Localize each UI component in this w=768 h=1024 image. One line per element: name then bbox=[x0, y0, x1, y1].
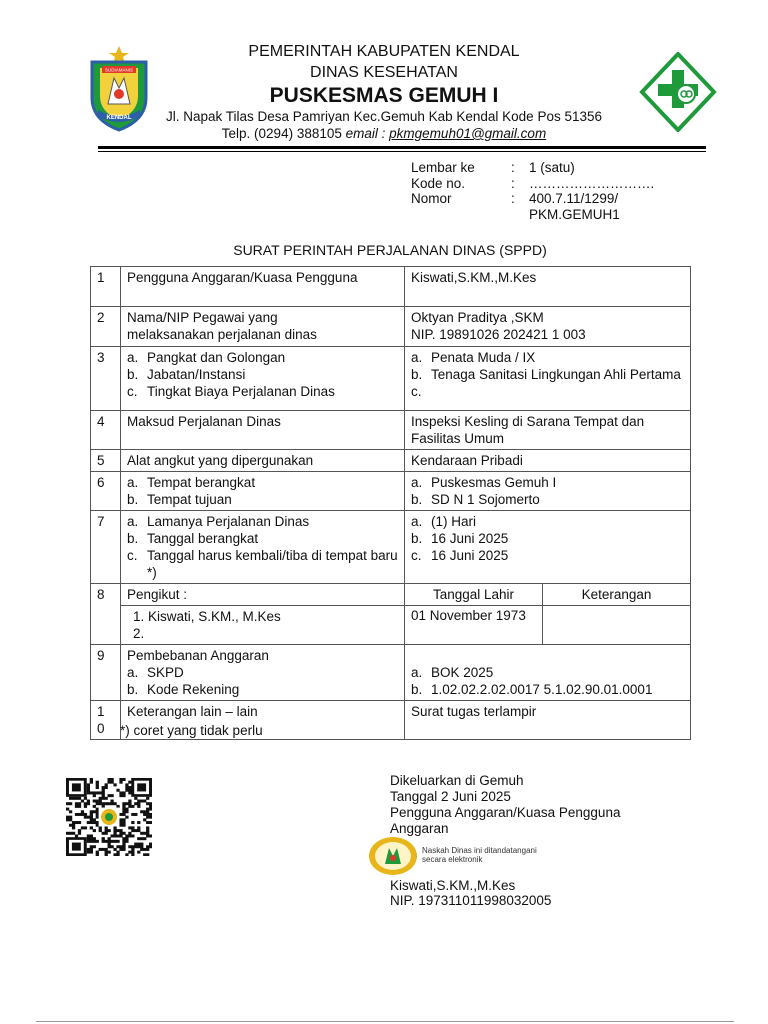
row-label: Maksud Perjalanan Dinas bbox=[121, 411, 405, 450]
meta-block bbox=[411, 160, 654, 222]
row-value bbox=[405, 307, 691, 347]
phone: Telp. (0294) 388105 bbox=[221, 126, 342, 141]
row-value: Kiswati,S.KM.,M.Kes bbox=[405, 267, 691, 307]
signer-role: Pengguna Anggaran/Kuasa Pengguna bbox=[390, 805, 621, 820]
list-item bbox=[127, 530, 398, 547]
row-number: 6 bbox=[91, 472, 121, 511]
list-marker: a. bbox=[411, 665, 423, 680]
list-item bbox=[127, 513, 398, 530]
row-value: Kendaraan Pribadi bbox=[405, 450, 691, 472]
remarks-value bbox=[543, 606, 691, 645]
table-row bbox=[91, 307, 691, 347]
table-row bbox=[91, 511, 691, 584]
list-text: Jabatan/Instansi bbox=[147, 367, 246, 382]
meta-label bbox=[411, 207, 511, 223]
label-line: melaksanakan perjalanan dinas bbox=[127, 327, 317, 342]
list-marker: a. bbox=[127, 350, 139, 365]
email-link[interactable]: pkmgemuh01@gmail.com bbox=[389, 126, 547, 141]
meta-value: ………………………. bbox=[529, 175, 655, 191]
meta-sep bbox=[511, 207, 529, 223]
list-item bbox=[127, 681, 398, 698]
sppd-table bbox=[90, 266, 691, 740]
row-number: 4 bbox=[91, 411, 121, 450]
meta-label: Lembar ke bbox=[411, 160, 475, 175]
meta-value: 1 (satu) bbox=[529, 160, 575, 175]
meta-row bbox=[411, 191, 654, 207]
list-item bbox=[127, 383, 398, 400]
table-row bbox=[91, 411, 691, 450]
row-value: Surat tugas terlampir bbox=[405, 701, 691, 740]
follower-list bbox=[121, 606, 405, 645]
row-label bbox=[121, 645, 405, 701]
meta-label: Kode no. bbox=[411, 175, 466, 191]
list-text: Puskesmas Gemuh I bbox=[431, 475, 557, 490]
issued-place: Dikeluarkan di Gemuh bbox=[390, 773, 524, 788]
list-item bbox=[411, 530, 684, 547]
list-marker: b. bbox=[127, 492, 139, 507]
list-text: Tanggal berangkat bbox=[147, 531, 259, 546]
list-marker: c. bbox=[411, 384, 422, 399]
signer-nip: NIP. 197311011998032005 bbox=[390, 893, 552, 908]
label-line: Nama/NIP Pegawai yang bbox=[127, 310, 278, 325]
row-label: Pengikut : bbox=[121, 584, 405, 606]
e-sign-note bbox=[422, 846, 537, 864]
spacer bbox=[411, 647, 684, 664]
meta-row bbox=[411, 160, 654, 176]
list-marker: a. bbox=[411, 475, 423, 490]
row-value bbox=[405, 645, 691, 701]
meta-sep: : bbox=[511, 175, 515, 191]
value-line: Oktyan Praditya ,SKM bbox=[411, 310, 544, 325]
list-item bbox=[127, 474, 398, 491]
list-item: 1. Kiswati, S.KM., M.Kes bbox=[133, 609, 281, 624]
logo-caption: KENDAL bbox=[106, 115, 132, 121]
agency-name: DINAS KESEHATAN bbox=[310, 64, 458, 81]
table-row bbox=[91, 347, 691, 411]
list-item bbox=[411, 383, 684, 400]
meta-value: PKM.GEMUH1 bbox=[529, 206, 620, 222]
list-item bbox=[127, 366, 398, 383]
row-value bbox=[405, 347, 691, 411]
list-text: Pangkat dan Golongan bbox=[147, 350, 286, 365]
list-text: SD N 1 Sojomerto bbox=[431, 492, 540, 507]
list-text: SKPD bbox=[147, 665, 184, 680]
list-marker: b. bbox=[411, 531, 423, 546]
row-number: 2 bbox=[91, 307, 121, 347]
list-item bbox=[411, 664, 684, 681]
meta-sep: : bbox=[511, 160, 515, 175]
col-header-birthdate: Tanggal Lahir bbox=[405, 584, 543, 606]
signer-role-cont: Anggaran bbox=[390, 821, 449, 836]
e-sign-line: Naskah Dinas ini ditandatangani bbox=[422, 846, 537, 855]
puskesmas-logo bbox=[638, 52, 718, 132]
table-row bbox=[91, 645, 691, 701]
list-marker: b. bbox=[411, 367, 423, 382]
address: Jl. Napak Tilas Desa Pamriyan Kec.Gemuh Kab Kendal Kode Pos 51356 bbox=[166, 109, 602, 124]
row-number: 9 bbox=[91, 645, 121, 701]
list-item bbox=[127, 349, 398, 366]
list-item bbox=[127, 491, 398, 508]
header-rule bbox=[98, 146, 706, 149]
list-item bbox=[411, 474, 684, 491]
list-text: Kode Rekening bbox=[147, 682, 240, 697]
list-marker: c. bbox=[127, 384, 138, 399]
list-marker: a. bbox=[411, 350, 423, 365]
table-row bbox=[91, 450, 691, 472]
value-line: NIP. 19891026 202421 1 003 bbox=[411, 327, 586, 342]
email-label: email : bbox=[345, 126, 386, 141]
list-marker: b. bbox=[127, 367, 139, 382]
row-number: 1 bbox=[91, 267, 121, 307]
row-label: Pengguna Anggaran/Kuasa Pengguna bbox=[121, 267, 405, 307]
list-text: Penata Muda / IX bbox=[431, 350, 536, 365]
row-value bbox=[405, 472, 691, 511]
list-text: BOK 2025 bbox=[431, 665, 494, 680]
list-item: 2. bbox=[133, 626, 145, 641]
list-marker: c. bbox=[411, 548, 422, 563]
row-number: 7 bbox=[91, 511, 121, 584]
list-text: 1.02.02.2.02.0017 5.1.02.90.01.0001 bbox=[431, 682, 653, 697]
table-row bbox=[91, 606, 691, 645]
list-item bbox=[411, 513, 684, 530]
meta-row bbox=[411, 176, 654, 192]
kendal-logo bbox=[86, 44, 152, 134]
table-row bbox=[91, 584, 691, 606]
e-sign-line: secara elektronik bbox=[422, 855, 483, 864]
meta-sep: : bbox=[511, 191, 515, 206]
list-item bbox=[127, 664, 398, 681]
row-label bbox=[121, 472, 405, 511]
table-row bbox=[91, 472, 691, 511]
list-marker: c. bbox=[127, 548, 138, 563]
header-rule-thin bbox=[98, 151, 706, 152]
list-marker: a. bbox=[127, 514, 139, 529]
meta-row bbox=[411, 207, 654, 223]
list-text: 16 Juni 2025 bbox=[431, 548, 509, 563]
row-number: 3 bbox=[91, 347, 121, 411]
page-bottom-rule bbox=[36, 1021, 734, 1022]
list-marker: b. bbox=[411, 682, 423, 697]
list-item bbox=[411, 349, 684, 366]
contact-line bbox=[150, 126, 618, 141]
row-number: 5 bbox=[91, 450, 121, 472]
number-digit: 0 bbox=[97, 721, 105, 736]
row-number bbox=[91, 701, 121, 740]
e-sign-seal bbox=[367, 836, 419, 876]
list-text: Tenaga Sanitasi Lingkungan Ahli Pertama bbox=[431, 367, 681, 382]
gov-name: PEMERINTAH KABUPATEN KENDAL bbox=[248, 43, 520, 60]
number-digit: 1 bbox=[97, 704, 105, 719]
list-item bbox=[411, 491, 684, 508]
signer-name: Kiswati,S.KM.,M.Kes bbox=[390, 878, 516, 893]
footnote: *) coret yang tidak perlu bbox=[120, 723, 263, 738]
row-value: Inspeksi Kesling di Sarana Tempat dan Fasilitas Umum bbox=[405, 411, 691, 450]
list-marker: a. bbox=[411, 514, 423, 529]
list-item bbox=[411, 681, 684, 698]
list-text: Tempat tujuan bbox=[147, 492, 232, 507]
row-label: Alat angkut yang dipergunakan bbox=[121, 450, 405, 472]
label-line: Pembebanan Anggaran bbox=[127, 648, 269, 663]
list-text: 16 Juni 2025 bbox=[431, 531, 509, 546]
list-text: Tingkat Biaya Perjalanan Dinas bbox=[147, 384, 335, 399]
list-text: (1) Hari bbox=[431, 514, 477, 529]
list-item bbox=[411, 547, 684, 564]
list-item bbox=[411, 366, 684, 383]
logo-motto: SUDIAMANIS bbox=[104, 67, 134, 73]
qr-code bbox=[66, 778, 152, 856]
row-label: Keterangan lain – lain bbox=[121, 701, 405, 740]
col-header-remarks: Keterangan bbox=[543, 584, 691, 606]
meta-value: 400.7.11/1299/ bbox=[529, 191, 619, 206]
row-number: 8 bbox=[91, 584, 121, 645]
row-label bbox=[121, 511, 405, 584]
row-value bbox=[405, 511, 691, 584]
row-label bbox=[121, 347, 405, 411]
list-marker: b. bbox=[127, 682, 139, 697]
table-row bbox=[91, 267, 691, 307]
list-text: Lamanya Perjalanan Dinas bbox=[147, 514, 310, 529]
list-marker: a. bbox=[127, 475, 139, 490]
list-marker: b. bbox=[127, 531, 139, 546]
list-text: Tempat berangkat bbox=[147, 475, 256, 490]
issued-date: Tanggal 2 Juni 2025 bbox=[390, 789, 511, 804]
document-title: SURAT PERINTAH PERJALANAN DINAS (SPPD) bbox=[233, 242, 547, 258]
office-name: PUSKESMAS GEMUH I bbox=[269, 84, 499, 107]
list-text: Tanggal harus kembali/tiba di tempat baru *) bbox=[147, 548, 398, 580]
meta-label: Nomor bbox=[411, 191, 452, 206]
list-marker: a. bbox=[127, 665, 139, 680]
row-label bbox=[121, 307, 405, 347]
list-item bbox=[127, 547, 398, 581]
list-marker: b. bbox=[411, 492, 423, 507]
birthdate-value: 01 November 1973 bbox=[405, 606, 543, 645]
